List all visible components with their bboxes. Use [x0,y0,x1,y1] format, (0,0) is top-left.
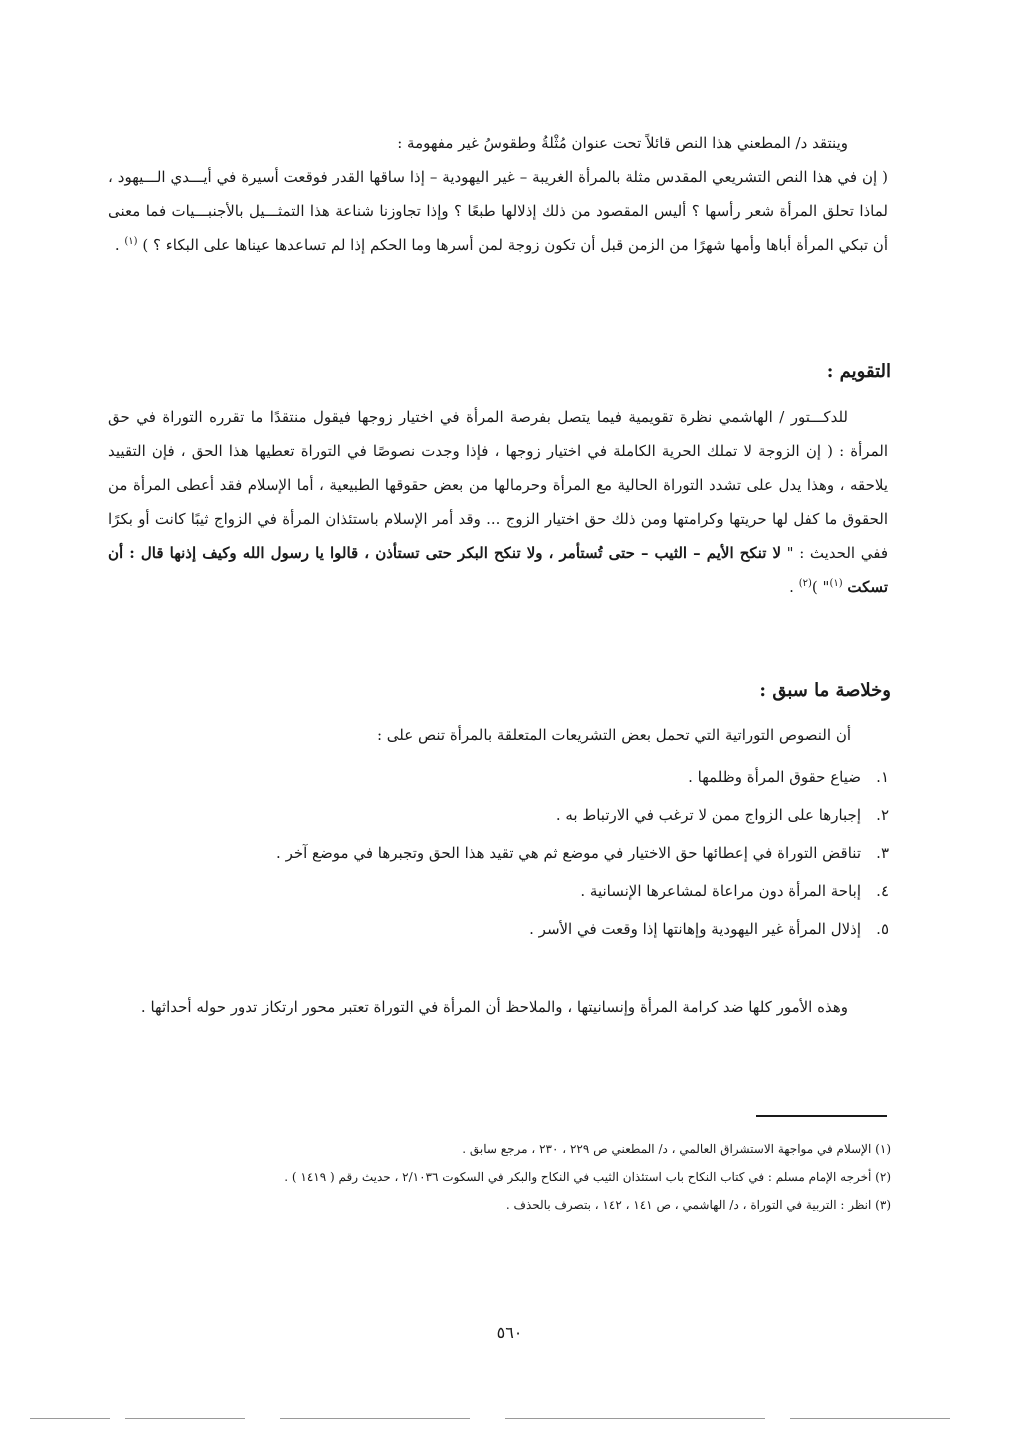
footnote-divider [756,1115,887,1117]
summary-intro: أن النصوص التوراتية التي تحمل بعض التشريعات المتعلقة بالمرأة تنص على : [376,726,851,744]
scan-artifact-line [30,1418,110,1419]
footnote-ref: (١) [124,236,138,247]
hadith-close: " ) [811,578,830,596]
footnote: (١) الإسلام في مواجهة الاستشراق العالمي ، د/ المطعني ص ٢٢٩ ، ٢٣٠ ، مرجع سابق . [462,1142,891,1156]
footnote-ref: (١) [829,578,843,589]
summary-list [169,758,889,948]
list-number: ٣. [876,844,889,862]
footnote: (٢) أخرجه الإمام مسلم : في كتاب النكاح باب استئذان الثيب في النكاح والبكر في السكوت ٢/١٠٣٦ ، حديث رقم ( ١٤١٩ ) . [284,1170,891,1184]
evaluation-section [108,400,888,604]
conclusion-paragraph: وهذه الأمور كلها ضد كرامة المرأة وإنسانيتها ، والملاحظ أن المرأة في التوراة تعتبر محور ارتكاز تدور حوله أحداثها . [140,998,848,1016]
list-item [169,758,889,796]
evaluation-paragraph [108,400,888,604]
evaluation-heading: التقويم : [826,361,891,382]
footnote-ref: (٢) [798,578,812,589]
footnote: (٣) انظر : التربية في التوراة ، د/ الهاشمي ، ص ١٤١ ، ١٤٢ ، بتصرف بالحذف . [505,1198,891,1212]
evaluation-text: للدكـــتور / الهاشمي نظرة تقويمية فيما يتصل بفرصة المرأة في اختيار زوجها فيقول منتقدًا ما تقرره التوراة في حق المرأة : ( إن الزوجة لا تملك الحرية الكاملة في اختيار زوجها ، فإذا وجدت نصوصًا في التوراة تعطيها هذا الحق ، فإن التقييد يلاحقه ، وهذا يدل على تشدد التوراة الحالية مع المرأة وحرمالها من بعض حقوقها الطبيعية ، أما الإسلام فقد أعطى المرأة من الحقوق ما كفل لها حريتها وكرامتها ومن ذلك حق اختيار الزوج ... وقد أمر الإسلام باستئذان المرأة في الزواج ثيبًا كانت أو بكرًا ففي الحديث : " [108,408,888,562]
list-item [169,796,889,834]
quote-text: ( إن في هذا النص التشريعي المقدس مثلة بالمرأة الغريبة – غير اليهودية – إذا ساقها القدر فوقعت أسيرة في أيـــدي الـــيهود ، لماذا تحلق المرأة شعر رأسها ؟ أليس المقصود من ذلك إذلالها طبعًا ؟ وإذا تجاوزنا شناعة هذا التمثـــيل بالأجنبـــيات فما معنى أن تبكي المرأة أباها وأمها شهرًا من الزمن قبل أن تكون زوجة لمن أسرها وما الحكم إذا لم تساعدها عيناها على البكاء ؟ ) [108,168,888,254]
list-number: ١. [876,768,889,786]
scan-artifact-line [790,1418,950,1419]
list-number: ٢. [876,806,889,824]
footnotes [131,1135,891,1219]
list-item [169,910,889,948]
intro-section [108,126,888,262]
list-item [169,834,889,872]
quote-end: . [114,236,120,254]
summary-heading: وخلاصة ما سبق : [759,680,891,701]
hadith-text: لا تنكح الأيم – الثيب – حتى تُستأمر ، ولا تنكح البكر حتى تستأذن ، قالوا يا رسول الله وكيف إذنها قال : أن تسكت [108,544,888,596]
conclusion-section [108,990,888,1024]
list-item [169,872,889,910]
page-number: ٥٦٠ [496,1323,523,1342]
list-text: إباحة المرأة دون مراعاة لمشاعرها الإنسانية . [580,882,861,900]
scan-artifact-line [125,1418,245,1419]
list-number: ٤. [876,882,889,900]
list-text: ضياع حقوق المرأة وظلمها . [688,768,861,786]
scan-artifact-line [280,1418,470,1419]
paragraph-end: . [789,578,794,596]
scan-artifact-line [505,1418,765,1419]
list-text: إذلال المرأة غير اليهودية وإهانتها إذا وقعت في الأسر . [529,920,861,938]
intro-quote [108,160,888,262]
list-number: ٥. [876,920,889,938]
list-text: إجبارها على الزواج ممن لا ترغب في الارتباط به . [555,806,861,824]
intro-lead: وينتقد د/ المطعني هذا النص قائلاً تحت عنوان مُثْلةُ وطقوسُ غير مفهومة : [397,134,848,152]
list-text: تناقض التوراة في إعطائها حق الاختيار في موضع ثم هي تقيد هذا الحق وتجبرها في موضع آخر . [276,844,861,862]
